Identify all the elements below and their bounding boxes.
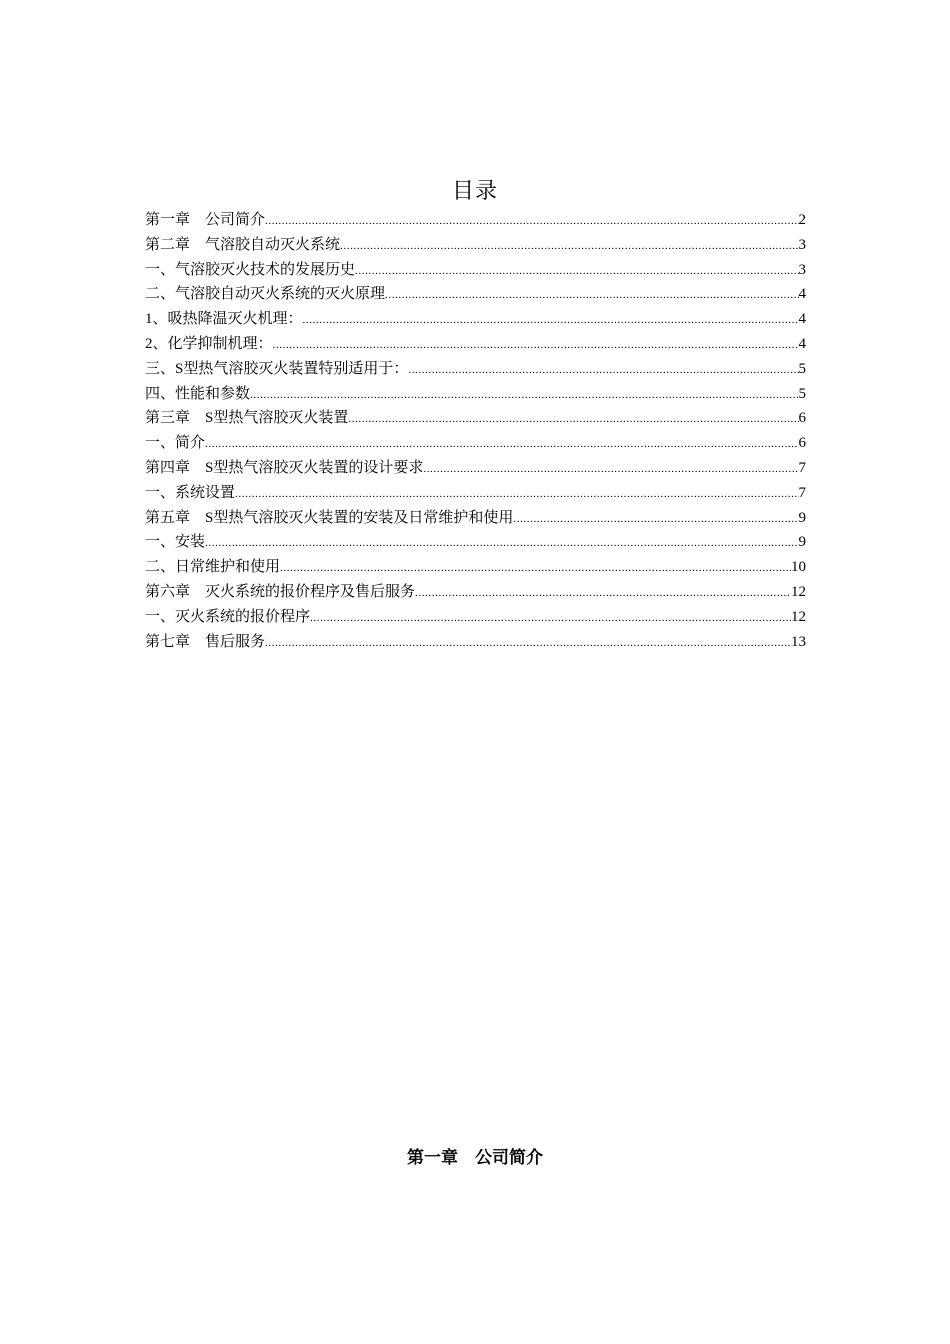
toc-dot-leader bbox=[513, 507, 798, 532]
toc-dot-leader bbox=[265, 631, 791, 656]
toc-entry-text: 第二章 气溶胶自动灭火系统 bbox=[145, 236, 341, 253]
toc-entry[interactable] bbox=[145, 555, 806, 580]
toc-entry[interactable] bbox=[145, 431, 806, 456]
toc-entry[interactable] bbox=[145, 258, 806, 283]
toc-page-number: 4 bbox=[798, 335, 806, 352]
toc-dot-leader bbox=[355, 259, 798, 284]
toc-entry-text: 第五章 S型热气溶胶灭火装置的安装及日常维护和使用 bbox=[145, 509, 514, 526]
toc-page-number: 9 bbox=[798, 509, 806, 526]
toc-page-number: 3 bbox=[798, 261, 806, 278]
toc-entry[interactable] bbox=[145, 506, 806, 531]
toc-entry[interactable] bbox=[145, 605, 806, 630]
toc-entry-text: 第四章 S型热气溶胶灭火装置的设计要求 bbox=[145, 459, 424, 476]
toc-entry[interactable] bbox=[145, 456, 806, 481]
toc-entry-text: 二、日常维护和使用 bbox=[145, 559, 281, 576]
toc-entry[interactable] bbox=[145, 332, 806, 357]
toc-entry-text: 第一章 公司简介 bbox=[145, 212, 266, 228]
toc-dot-leader bbox=[415, 581, 791, 606]
toc-entry[interactable] bbox=[145, 282, 806, 307]
toc-dot-leader bbox=[273, 333, 799, 358]
toc-entry[interactable] bbox=[145, 382, 806, 407]
toc-page-number: 7 bbox=[798, 459, 806, 476]
toc-entry[interactable] bbox=[145, 307, 806, 332]
toc-dot-leader bbox=[310, 606, 791, 631]
toc-page-number: 4 bbox=[798, 311, 806, 328]
toc-dot-leader bbox=[408, 358, 798, 383]
toc-dot-leader bbox=[280, 556, 791, 581]
toc-dot-leader bbox=[385, 283, 798, 308]
toc-entry-text: 一、灭火系统的报价程序 bbox=[145, 608, 311, 625]
toc-dot-leader bbox=[265, 209, 798, 234]
toc-entry-text: 一、系统设置 bbox=[145, 484, 236, 501]
toc-entry[interactable] bbox=[145, 233, 806, 258]
toc-dot-leader bbox=[340, 234, 798, 259]
toc-page-number: 13 bbox=[791, 633, 806, 650]
toc-page-number: 6 bbox=[798, 435, 806, 452]
toc-entry-text: 1、吸热降温灭火机理： bbox=[145, 311, 303, 328]
toc-dot-leader bbox=[205, 432, 798, 457]
toc-list bbox=[145, 208, 806, 654]
chapter-heading: 第一章 公司简介 bbox=[407, 1148, 543, 1168]
toc-page-number: 5 bbox=[798, 385, 806, 402]
toc-entry-text: 一、简介 bbox=[145, 435, 206, 452]
toc-dot-leader bbox=[348, 407, 798, 432]
toc-entry-text: 第三章 S型热气溶胶灭火装置 bbox=[145, 410, 349, 427]
toc-page-number: 12 bbox=[791, 608, 806, 625]
toc-entry[interactable] bbox=[145, 580, 806, 605]
toc-dot-leader bbox=[235, 482, 798, 507]
toc-entry-text: 三、S型热气溶胶灭火装置特别适用于： bbox=[145, 360, 409, 377]
toc-entry[interactable] bbox=[145, 630, 806, 655]
toc-page-number: 9 bbox=[798, 534, 806, 551]
toc-entry-text: 2、化学抑制机理： bbox=[145, 335, 273, 352]
toc-page-number: 3 bbox=[798, 236, 806, 253]
toc-entry[interactable] bbox=[145, 530, 806, 555]
toc-title: 目录 bbox=[451, 179, 498, 204]
toc-entry-text: 一、安装 bbox=[145, 534, 206, 551]
toc-page-number: 10 bbox=[791, 559, 806, 576]
toc-dot-leader bbox=[205, 531, 798, 556]
toc-page-number: 12 bbox=[791, 583, 806, 600]
toc-entry[interactable] bbox=[145, 208, 806, 233]
toc-page-number: 6 bbox=[798, 410, 806, 427]
toc-dot-leader bbox=[423, 457, 798, 482]
toc-entry-text: 第六章 灭火系统的报价程序及售后服务 bbox=[145, 583, 416, 600]
toc-entry-text: 四、性能和参数 bbox=[145, 385, 251, 402]
toc-entry[interactable] bbox=[145, 481, 806, 506]
toc-page-number: 5 bbox=[798, 360, 806, 377]
toc-dot-leader bbox=[303, 308, 799, 333]
toc-entry-text: 二、气溶胶自动灭火系统的灭火原理 bbox=[145, 286, 386, 303]
toc-page-number: 7 bbox=[798, 484, 806, 501]
toc-entry[interactable] bbox=[145, 357, 806, 382]
toc-page-number: 2 bbox=[798, 212, 806, 228]
toc-entry-text: 第七章 售后服务 bbox=[145, 633, 266, 650]
toc-dot-leader bbox=[250, 383, 798, 408]
toc-entry-text: 一、气溶胶灭火技术的发展历史 bbox=[145, 261, 356, 278]
toc-page-number: 4 bbox=[798, 286, 806, 303]
toc-entry[interactable] bbox=[145, 406, 806, 431]
